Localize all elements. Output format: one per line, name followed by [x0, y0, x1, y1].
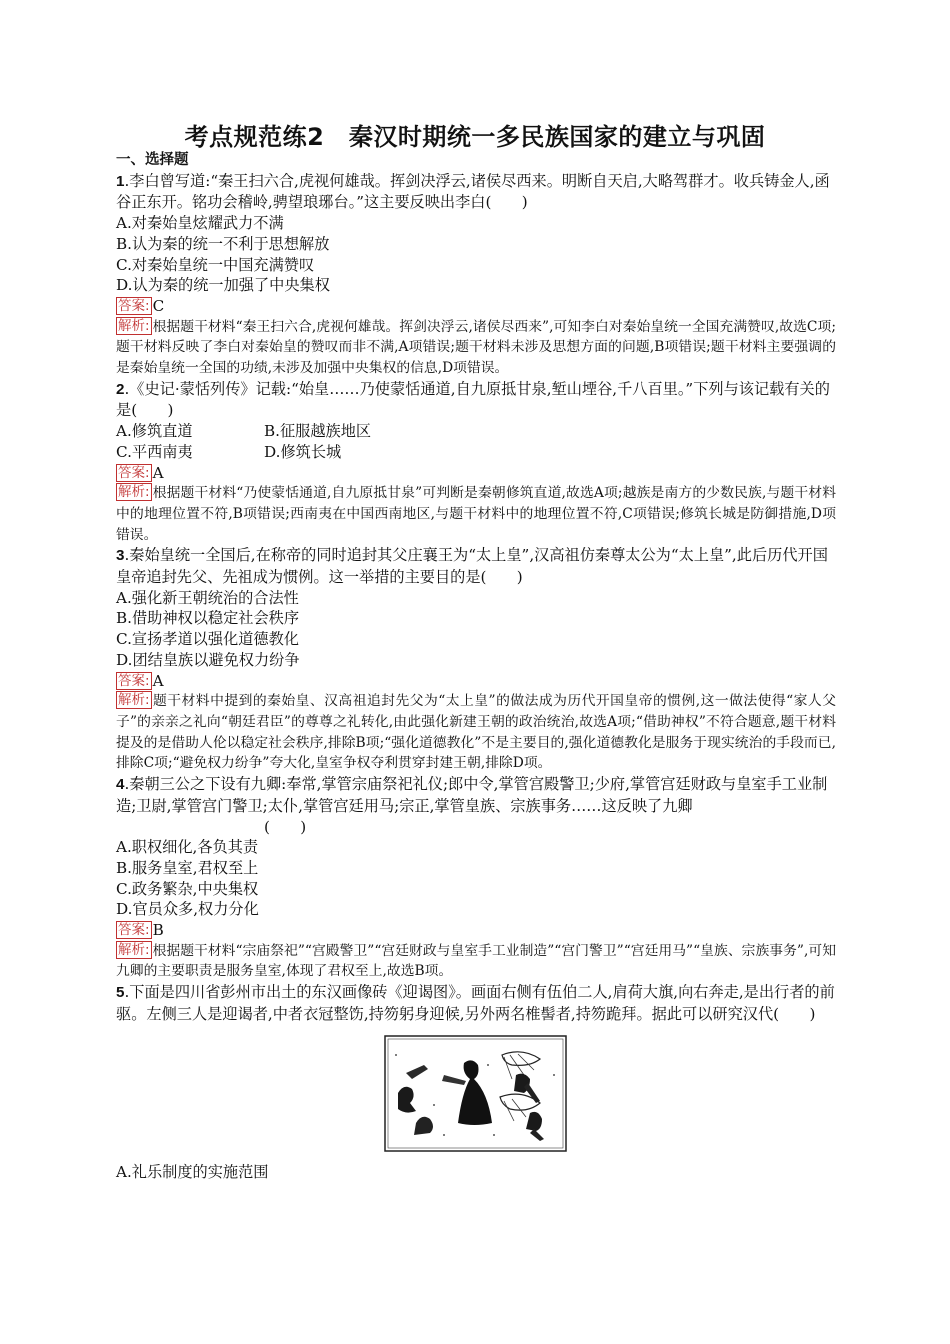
- answer-line: [116, 463, 836, 484]
- option: D.官员众多,权力分化: [116, 900, 259, 919]
- option: D.认为秦的统一加强了中央集权: [116, 276, 330, 295]
- analysis-line: [116, 483, 836, 545]
- answer-value: A: [152, 671, 164, 690]
- option: B.服务皇室,君权至上: [116, 858, 259, 877]
- option: A.对秦始皇炫耀武力不满: [116, 214, 284, 233]
- analysis-line: [116, 941, 836, 982]
- question-number: 4: [116, 776, 125, 794]
- question-number: 1: [116, 172, 125, 190]
- analysis-line: [116, 691, 836, 774]
- answer-value: A: [152, 463, 164, 482]
- answer-line: [116, 920, 836, 941]
- option: C.平西南夷: [116, 442, 193, 461]
- question-list: [116, 150, 836, 1182]
- question-number: 2: [116, 380, 125, 398]
- answer-blank: ( ): [264, 817, 307, 836]
- question-number: 3: [116, 547, 125, 565]
- section-heading: 一、选择题: [116, 152, 189, 168]
- analysis-text: 根据题干材料“秦王扫六合,虎视何雄哉。挥剑决浮云,诸侯尽西来”,可知李白对秦始皇统一全国充满赞叹,故选C项;题干材料反映了李白对秦始皇的赞叹而非不满,A项错误;题干材料未涉及思想方面的问题,B项错误;题干材料主要强调的是秦始皇统一全国的功绩,未涉及加强中央集权的信息,D项错误。: [116, 318, 836, 377]
- answer-line: [116, 671, 836, 692]
- answer-tag: 答案:: [118, 464, 150, 481]
- question-1-stem: 1.李白曾写道:“秦王扫六合,虎视何雄哉。挥剑决浮云,诸侯尽西来。明断自天启,大略驾群才。收兵铸金人,函谷正东开。铭功会稽岭,骋望琅琊台。”这主要反映出李白( ): [116, 171, 830, 212]
- answer-value: B: [152, 921, 164, 940]
- option: A.职权细化,各负其责: [116, 838, 259, 857]
- option: C.政务繁杂,中央集权: [116, 879, 259, 898]
- option: C.宣扬孝道以强化道德教化: [116, 630, 299, 649]
- answer-line: [116, 296, 836, 317]
- question-5-stem: 5.下面是四川省彭州市出土的东汉画像砖《迎谒图》。画面右侧有伍伯二人,肩荷大旗,向右奔走,是出行者的前驱。左侧三人是迎谒者,中者衣冠整饬,持笏躬身迎候,另外两名椎髻者,持笏跪拜。据此可以研究汉代( ): [116, 983, 835, 1023]
- option: D.修筑长城: [264, 442, 342, 461]
- option-row: [116, 442, 836, 463]
- answer-tag: 答案:: [118, 922, 150, 939]
- option: B.借助神权以稳定社会秩序: [116, 609, 300, 628]
- answer-tag: 答案:: [118, 672, 150, 689]
- question-4-stem: 4.秦朝三公之下设有九卿:奉常,掌管宗庙祭祀礼仪;郎中令,掌管宫殿警卫;少府,掌管宫廷财政与皇室手工业制造;卫尉,掌管宫门警卫;太仆,掌管宫廷用马;宗正,掌管皇族、宗族事务……这反映了九卿: [116, 775, 828, 815]
- analysis-tag: 解析:: [118, 692, 150, 709]
- brick-relief-drawing: [384, 1035, 567, 1152]
- analysis-tag: 解析:: [118, 484, 150, 501]
- answer-value: C: [152, 296, 165, 315]
- option: B.征服越族地区: [264, 422, 372, 441]
- analysis-line: [116, 317, 836, 379]
- option: C.对秦始皇统一中国充满赞叹: [116, 255, 315, 274]
- analysis-text: 根据题干材料“宗庙祭祀”“宫殿警卫”“宫廷财政与皇室手工业制造”“宫门警卫”“宫廷用马”“皇族、宗族事务”,可知九卿的主要职责是服务皇室,体现了君权至上,故选B项。: [116, 942, 836, 980]
- option-row: [116, 421, 836, 442]
- question-2-stem: 2.《史记·蒙恬列传》记载:“始皇……乃使蒙恬通道,自九原抵甘泉,堑山堙谷,千八百里。”下列与该记载有关的是( ): [116, 379, 830, 420]
- option: A.礼乐制度的实施范围: [116, 1162, 269, 1181]
- analysis-tag: 解析:: [118, 317, 150, 334]
- option: B.认为秦的统一不利于思想解放: [116, 234, 330, 253]
- question-number: 5: [116, 984, 125, 1002]
- analysis-tag: 解析:: [118, 941, 150, 958]
- option: A.修筑直道: [116, 422, 193, 441]
- analysis-text: 根据题干材料“乃使蒙恬通道,自九原抵甘泉”可判断是秦朝修筑直道,故选A项;越族是南方的少数民族,与题干材料中的地理位置不符,B项错误;西南夷在中国西南地区,与题干材料中的地理位置不符,C项错误;修筑长城是防御措施,D项错误。: [116, 485, 836, 543]
- option: D.团结皇族以避免权力纷争: [116, 650, 300, 669]
- brick-relief-image: [384, 1035, 567, 1152]
- analysis-text: 题干材料中提到的秦始皇、汉高祖追封先父为“太上皇”的做法成为历代开国皇帝的惯例,这一做法使得“家人父子”的亲亲之礼向“朝廷君臣”的尊尊之礼转化,由此强化新建王朝的政治统治,故选A项;“借助神权”不符合题意,题干材料提及的是借助人伦以稳定社会秩序,排除B项;“强化道德教化”不是主要目的,强化道德教化是服务于现实统治的手段而已,排除C项;“避免权力纷争”夸大化,皇室争权夺利贯穿封建王朝,排除D项。: [116, 693, 836, 772]
- question-3-stem: 3.秦始皇统一全国后,在称帝的同时追封其父庄襄王为“太上皇”,汉高祖仿秦尊太公为“太上皇”,此后历代开国皇帝追封先父、先祖成为惯例。这一举措的主要目的是( ): [116, 546, 828, 587]
- answer-tag: 答案:: [118, 297, 150, 314]
- page-title: 考点规范练2 秦汉时期统一多民族国家的建立与巩固: [184, 123, 766, 151]
- option: A.强化新王朝统治的合法性: [116, 588, 299, 607]
